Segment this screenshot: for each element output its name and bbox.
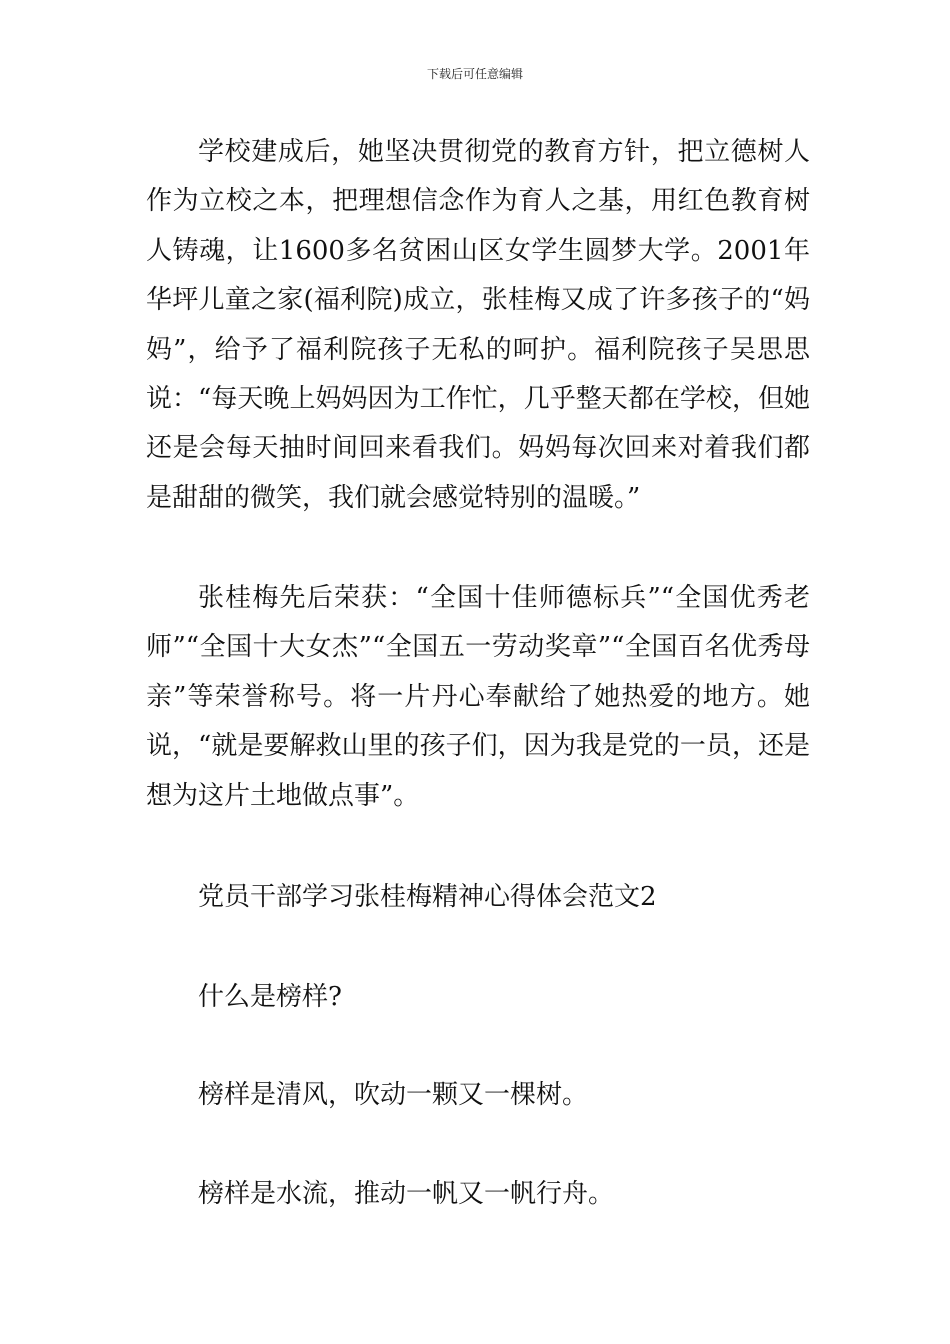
question-line: 什么是榜样? <box>198 982 342 1012</box>
body-paragraph-2: 张桂梅先后荣获：“全国十佳师德标兵”“全国优秀老师”“全国十大女杰”“全国五一劳动奖章”“全国百名优秀母亲”等荣誉称号。将一片丹心奉献给了她热爱的地方。她说，“就是要解救山里的孩子们，因为我是党的一员，还是想为这片土地做点事”。 <box>146 583 810 811</box>
answer-line-1: 榜样是清风，吹动一颗又一棵树。 <box>198 1080 589 1110</box>
body-paragraph-1: 学校建成后，她坚决贯彻党的教育方针，把立德树人作为立校之本，把理想信念作为育人之基，用红色教育树人铸魂，让1600多名贫困山区女学生圆梦大学。2001年华坪儿童之家(福利院)成立，张桂梅又成了许多孩子的“妈妈”，给予了福利院孩子无私的呵护。福利院孩子吴思思说：“每天晚上妈妈因为工作忙，几乎整天都在学校，但她还是会每天抽时间回来看我们。妈妈每次回来对着我们都是甜甜的微笑，我们就会感觉特别的温暖。” <box>146 137 810 513</box>
page-header-note: 下载后可任意编辑 <box>426 67 523 81</box>
answer-line-2: 榜样是水流，推动一帆又一帆行舟。 <box>198 1179 615 1209</box>
section-heading: 党员干部学习张桂梅精神心得体会范文2 <box>198 882 657 912</box>
